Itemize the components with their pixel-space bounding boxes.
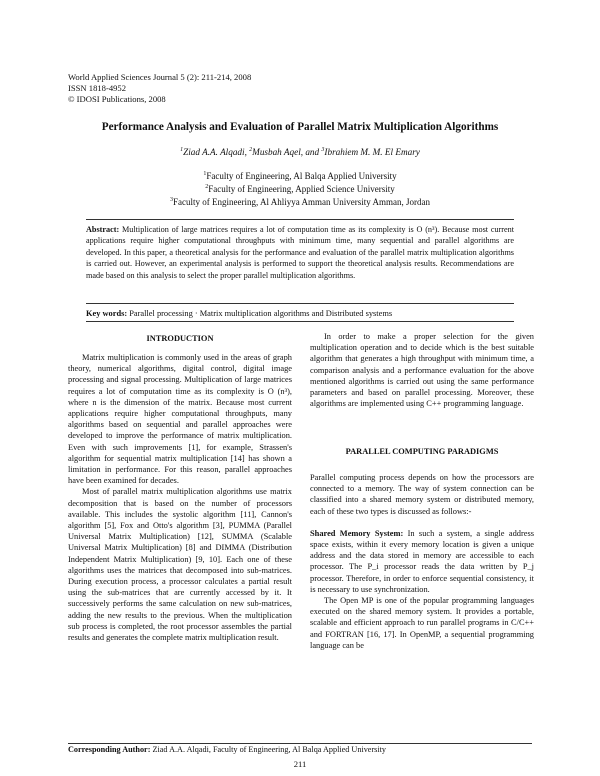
journal-issn: ISSN 1818-4952: [68, 83, 127, 93]
affiliation-1-sup: 1: [203, 171, 207, 177]
affiliation-2-sup: 2: [205, 184, 209, 190]
intro-paragraph-1: Matrix multiplication is commonly used in the areas of graph theory, numerical algorithms, digital control, digital image processing and signal processing. Multiplication of large matrices requires a lot of computation time as its complexity is O (n³), where n is the dimension of the matrix. Because most current applications require higher computational throughputs, many algorithms based on sequential and parallel approaches were developed to improve the performance of matrix multiplication. Even with such improvements [1], for example, Strassen's algorithm for sequential matrix multiplication [14] has shown a limitation in performance. For this reason, parallel approaches have been examined for decades.: [68, 353, 292, 486]
paper-title: Performance Analysis and Evaluation of Parallel Matrix Multiplication Algorithms: [101, 121, 499, 133]
intro-paragraph-2: Most of parallel matrix multiplication algorithms use matrix decomposition that is based on the number of processors available. This includes the systolic algorithm [11], Cannon's algorithm [5], Fox and Otto's algorithm [3], PUMMA (Parallel Universal Matrix Multiplication) [12], SUMMA (Scalable Universal Matrix Multiplication) [8] and DIMMA (Distribution Independent Matrix Multiplication) [9, 10]. Each one of these algorithms uses the matrices that decomposed into sub-matrices. During execution process, a processor calculates a partial result using the sub-matrices that are currently accessed by it. It successively performs the same calculation on new sub-matrices, adding the new results to the previous. When the multiplication sub process is completed, the root processor assembles the partial results and generates the complete matrix multiplication result.: [68, 487, 292, 643]
openmp-paragraph: The Open MP is one of the popular programming languages executed on the shared memory system. It provides a portable, scalable and efficient approach to run parallel programs in C/C++ and FORTRAN [16, 17]. In OpenMP, a sequential programming language can be: [310, 596, 534, 650]
keywords-text: Parallel processing · Matrix multiplication algorithms and Distributed systems: [129, 309, 393, 318]
author-list: [0, 147, 600, 157]
abstract: [86, 224, 514, 281]
author-1-sup: 1: [180, 146, 184, 153]
keywords-rule: [86, 321, 514, 322]
affiliation-3: [0, 197, 600, 207]
abstract-text: Multiplication of large matrices requires a lot of computation time as its complexity is O (n³). Because most current applications require higher computational throughputs with minimum time, many sequential and parallel algorithms are developed. In this paper, a theoretical analysis for the performance and evaluation of the parallel matrix multiplication algorithms is carried out. However, an experimental analysis is performed to support the theoretical analysis results. Recommendations are made based on this analysis to select the proper parallel multiplication algorithms.: [86, 225, 515, 280]
author-2-name: Musbah Aqel, and: [252, 147, 322, 157]
right-column-body: [310, 472, 534, 651]
journal-copyright: © IDOSI Publications, 2008: [68, 94, 166, 104]
affiliation-2-text: Faculty of Engineering, Applied Science University: [208, 184, 395, 194]
affiliation-3-sup: 3: [170, 197, 174, 203]
page-number: 211: [293, 759, 307, 769]
affiliation-1: [0, 171, 600, 181]
affiliation-2: [0, 184, 600, 194]
abstract-top-rule: [86, 219, 514, 220]
abstract-label: Abstract:: [86, 225, 120, 234]
journal-citation: World Applied Sciences Journal 5 (2): 211-214, 2008: [68, 72, 252, 82]
right-column-intro: [310, 331, 534, 409]
footer-rule: [68, 743, 532, 744]
affiliation-1-text: Faculty of Engineering, Al Balqa Applied University: [206, 171, 397, 181]
shared-memory-text: In such a system, a single address space exists, within it every memory location is given a unique address and the data stored in memory are accessible to each processor. The P_i processor reads the data written by P_j processor. Therefore, in order to enforce sequential consistency, it is necessary to use synchronization.: [310, 528, 534, 594]
keywords-label: Key words:: [86, 309, 128, 318]
shared-memory-paragraph: [310, 528, 534, 595]
author-1-name: Ziad A.A. Alqadi,: [183, 147, 250, 157]
keywords: [86, 309, 514, 318]
corresponding-author: [68, 745, 386, 754]
author-3-name: Ibrahiem M. M. El Emary: [324, 147, 420, 157]
author-3-sup: 3: [321, 146, 325, 153]
paradigms-heading: PARALLEL COMPUTING PARADIGMS: [345, 447, 499, 456]
corresponding-author-text: Ziad A.A. Alqadi, Faculty of Engineering, Al Balqa Applied University: [150, 745, 387, 754]
selection-paragraph: In order to make a proper selection for the given multiplication operation and to decide which is the best suitable algorithm that generates a high throughput with minimum time, a comparison analysis and a performance evaluation for the above mentioned algorithms is carried out using the same performance parameters and based on parallel processing. Moreover, these algorithms are implemented using C++ programming language.: [310, 332, 534, 409]
left-column: [68, 352, 292, 643]
abstract-bottom-rule: [86, 303, 514, 304]
paradigms-paragraph: Parallel computing process depends on how the processors are connected to a memory. The way of system connection can be classified into a shared memory system or distributed memory, each of these two types is discussed as follows:-: [310, 473, 534, 516]
author-2-sup: 2: [249, 146, 253, 153]
corresponding-author-label: Corresponding Author:: [68, 745, 151, 754]
affiliation-3-text: Faculty of Engineering, Al Ahliyya Amman University Amman, Jordan: [173, 197, 430, 207]
introduction-heading: INTRODUCTION: [146, 334, 214, 343]
shared-memory-label: Shared Memory System:: [310, 528, 404, 538]
